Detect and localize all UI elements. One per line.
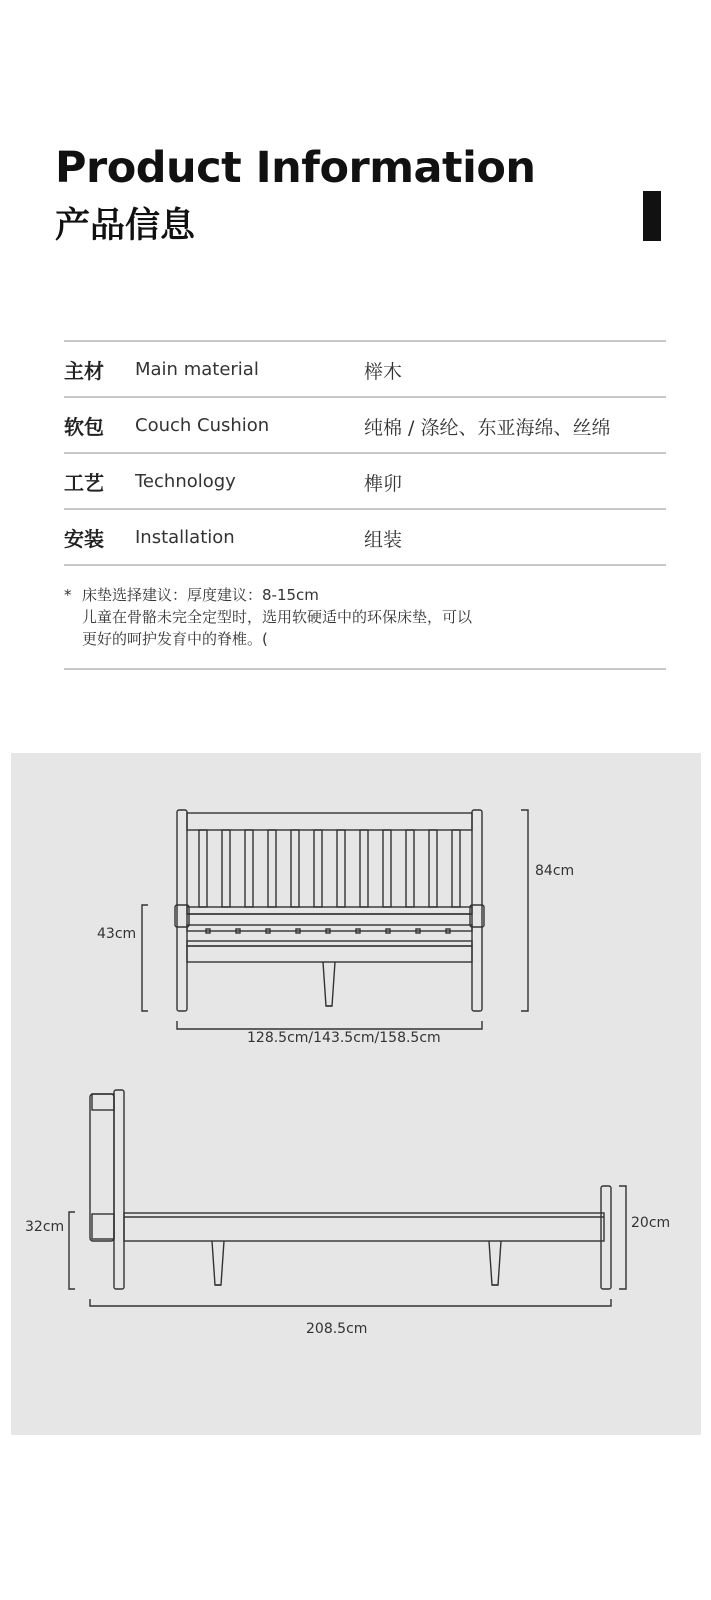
spec-row-couch-cushion [64,398,666,454]
spec-label-en: Main material [135,359,259,380]
front-view-drawing [142,810,528,1029]
spec-row-installation [64,510,666,566]
page-title-cn: 产品信息 [55,206,196,246]
dim-length-label: 208.5cm [306,1321,368,1337]
spec-row-technology [64,454,666,510]
spec-label-en: Technology [135,471,236,492]
dim-head-height-label: 32cm [25,1219,65,1235]
note-bottom-rule [64,668,666,670]
dim-width-label: 128.5cm/143.5cm/158.5cm [247,1030,441,1046]
dimension-diagram-panel [11,753,701,1435]
note-line-3: 更好的呵护发育中的脊椎。( [82,630,268,648]
spec-value: 纯棉 / 涤纶、东亚海绵、丝绵 [364,417,611,439]
dim-rail-height-label: 43cm [97,926,137,942]
spec-value: 组装 [364,529,403,551]
dim-foot-height-label: 20cm [631,1215,671,1231]
note-line-2: 儿童在骨骼未完全定型时，选用软硬适中的环保床垫，可以 [82,608,473,626]
note-asterisk: * [64,586,72,604]
spec-label-cn: 主材 [64,359,104,383]
note-line-1: 床垫选择建议：厚度建议：8-15cm [82,586,319,604]
spec-label-cn: 软包 [64,415,104,439]
spec-value: 榫卯 [364,473,403,495]
page-title-en: Product Information [55,143,536,193]
title-accent-bar [643,191,661,241]
spec-value: 榉木 [364,361,403,383]
side-view-drawing [69,1090,626,1306]
spec-table [64,340,666,566]
spec-row-main-material [64,342,666,398]
spec-label-en: Couch Cushion [135,415,270,436]
spec-label-cn: 工艺 [64,471,104,495]
spec-label-en: Installation [135,527,235,548]
dim-total-height-label: 84cm [535,863,575,879]
spec-label-cn: 安装 [64,527,104,551]
